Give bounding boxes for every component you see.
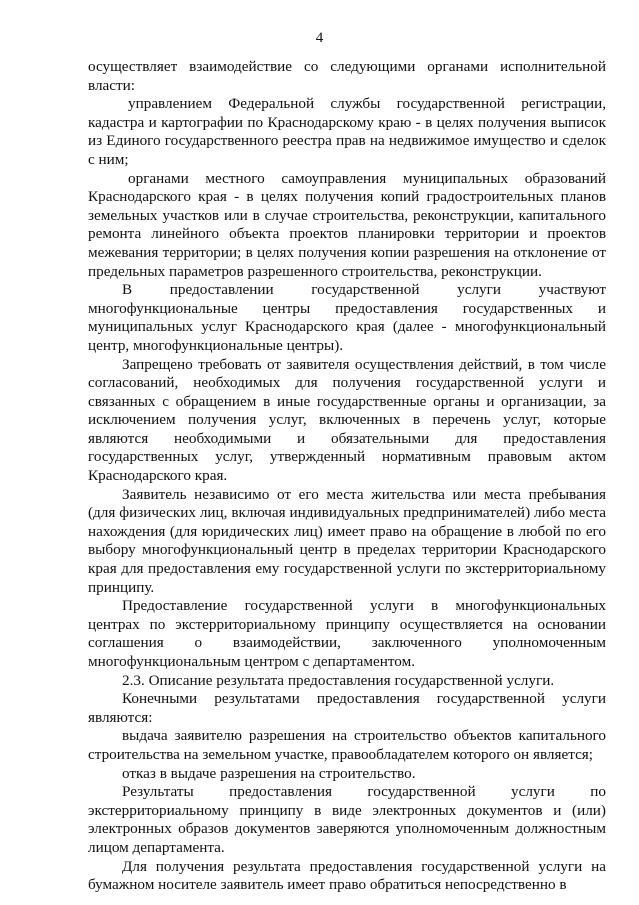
paragraph: выдача заявителю разрешения на строительство объектов капитального строительства на земельном участке, правообладателем которого он является;: [88, 727, 606, 763]
paragraph: В предоставлении государственной услуги участвуют многофункциональные центры предоставления государственных и муниципальных услуг Краснодарского края (далее - многофункциональный центр, многофункциональные центры).: [88, 281, 606, 354]
paragraph: управлением Федеральной службы государственной регистрации, кадастра и картографии по Краснодарскому краю - в целях получения выписок из Единого государственного реестра прав на недвижимое имущество и сделок с ним;: [88, 95, 606, 168]
document-body: [88, 58, 606, 895]
paragraph: осуществляет взаимодействие со следующими органами исполнительной власти:: [88, 58, 606, 94]
paragraph: Конечными результатами предоставления государственной услуги являются:: [88, 690, 606, 726]
paragraph: органами местного самоуправления муниципальных образований Краснодарского края - в целях получения копий градостроительных планов земельных участков или в случае строительства, реконструкции, капитального ремонта линейного объекта проектов планировки территории и проектов межевания территории; в целях получения копии разрешения на отклонение от предельных параметров разрешенного строительства, реконструкции.: [88, 169, 606, 280]
page-number: 4: [315, 30, 324, 46]
paragraph: Заявитель независимо от его места жительства или места пребывания (для физических лиц, включая индивидуальных предпринимателей) либо места нахождения (для юридических лиц) имеет право на обращение в любой по его выбору многофункциональный центр в пределах территории Краснодарского края для предоставления ему государственной услуги по экстерриториальному принципу.: [88, 485, 606, 596]
paragraph: отказ в выдаче разрешения на строительство.: [122, 764, 416, 782]
paragraph: Запрещено требовать от заявителя осуществления действий, в том числе согласований, необходимых для получения государственной услуги и связанных с обращением в иные государственные органы и организации, за исключением получения услуг, включенных в перечень услуг, которые являются необходимыми и обязательными для предоставления государственных услуг, утвержденный нормативным правовым актом Краснодарского края.: [88, 355, 606, 485]
paragraph: Результаты предоставления государственной услуги по экстерриториальному принципу в виде электронных документов и (или) электронных образов документов заверяются уполномоченным должностным лицом департамента.: [88, 783, 606, 856]
section-heading: 2.3. Описание результата предоставления государственной услуги.: [122, 671, 555, 689]
paragraph: Предоставление государственной услуги в многофункциональных центрах по экстерриториальному принципу осуществляется на основании соглашения о взаимодействии, заключенного уполномоченным многофункциональным центром с департаментом.: [88, 597, 606, 670]
paragraph: Для получения результата предоставления государственной услуги на бумажном носителе заявитель имеет право обратиться непосредственно в: [88, 857, 606, 894]
